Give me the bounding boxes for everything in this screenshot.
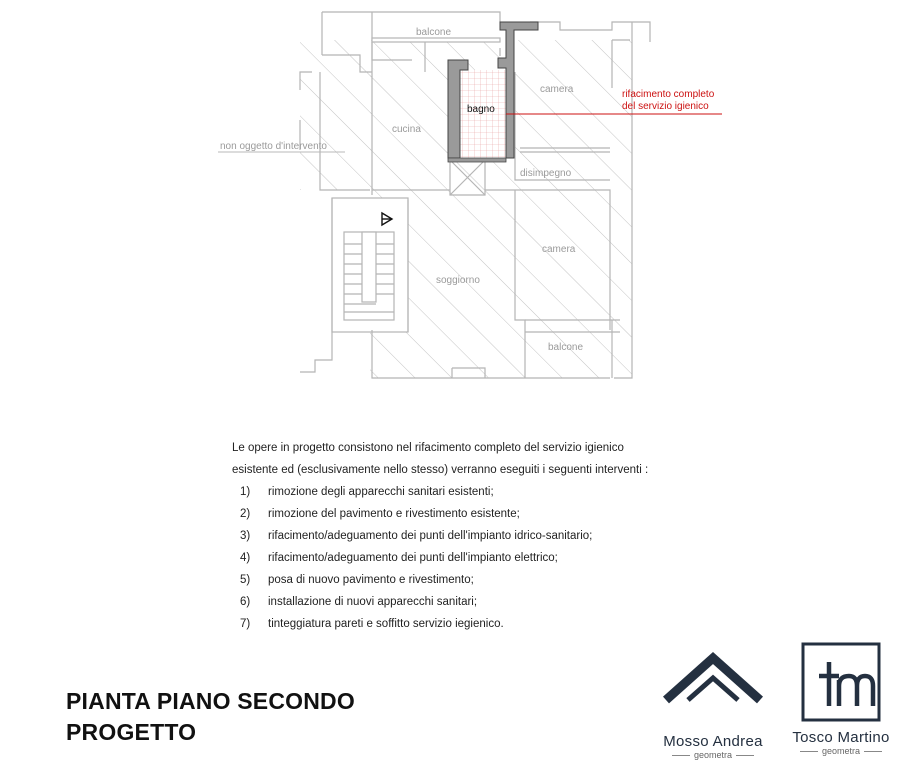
annotation-line-1: rifacimento completo: [622, 89, 715, 100]
logo-name: Mosso Andrea: [663, 733, 763, 750]
title-line-1: PIANTA PIANO SECONDO: [66, 688, 355, 714]
logo-tosco-martino: [782, 642, 900, 756]
room-label-balcony-top: balcone: [416, 27, 452, 38]
list-item: 5) posa di nuovo pavimento e rivestimento;: [240, 574, 474, 586]
description-intro-2: esistente ed (esclusivamente nello stesso) verranno eseguiti i seguenti interventi :: [232, 464, 649, 476]
logo-role: geometra: [652, 750, 774, 760]
list-item: 6) installazione di nuovi apparecchi sanitari;: [240, 596, 478, 608]
description-intro-1: Le opere in progetto consistono nel rifacimento completo del servizio igienico: [232, 442, 624, 454]
list-item: 1) rimozione degli apparecchi sanitari esistenti;: [240, 486, 494, 498]
list-item: 7) tinteggiatura pareti e soffitto servizio iegienico.: [240, 618, 504, 630]
list-item: 2) rimozione del pavimento e rivestimento esistente;: [240, 508, 520, 520]
works-description: [232, 437, 752, 635]
not-in-scope-note: [218, 141, 345, 152]
works-list: [232, 481, 752, 635]
svg-text:non oggetto d'intervento: non oggetto d'intervento: [220, 141, 327, 152]
room-label-living: soggiorno: [436, 275, 480, 286]
room-label-hallway: disimpegno: [520, 168, 572, 179]
page-title: [66, 686, 355, 748]
logo-role: geometra: [782, 746, 900, 756]
tm-monogram-icon: [801, 642, 881, 724]
annotation-line-2: del servizio igienico: [622, 101, 709, 112]
room-label-bathroom: bagno: [467, 104, 495, 115]
title-line-2: PROGETTO: [66, 719, 197, 745]
list-item: 3) rifacimento/adeguamento dei punti dell'impianto idrico-sanitario;: [240, 530, 593, 542]
roof-logo-icon: [658, 650, 768, 728]
logo-name: Tosco Martino: [792, 729, 890, 746]
logo-mosso-andrea: [652, 650, 774, 760]
room-label-kitchen: cucina: [392, 124, 421, 135]
list-item: 4) rifacimento/adeguamento dei punti dell'impianto elettrico;: [240, 552, 558, 564]
room-label-bedroom-bottom: camera: [542, 244, 576, 255]
room-label-balcony-bottom: balcone: [548, 342, 584, 353]
room-label-bedroom-top: camera: [540, 84, 574, 95]
